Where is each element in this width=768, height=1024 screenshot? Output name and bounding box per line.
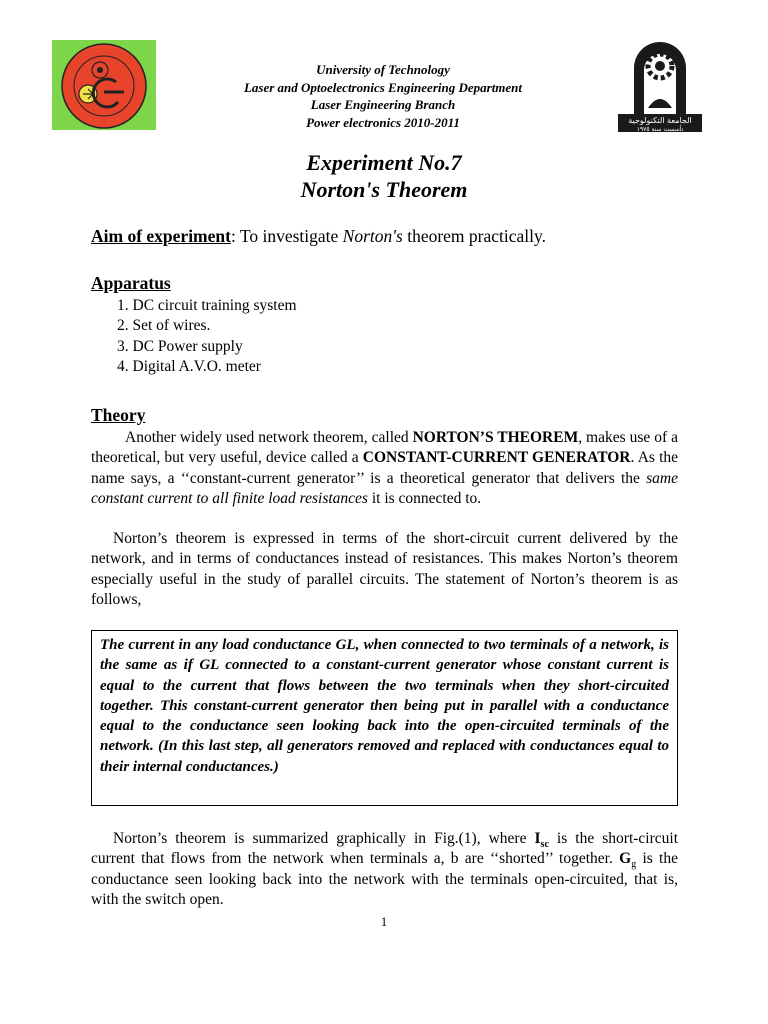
symbol-main: I <box>534 830 541 847</box>
department-logo-icon <box>52 40 156 130</box>
theory-paragraph-1 <box>91 428 678 509</box>
symbol-isc <box>534 830 549 851</box>
text-run: it is connected to. <box>367 489 482 507</box>
university-logo-lettering: الجامعة التكنولوجية <box>628 116 692 125</box>
symbol-subscript: g <box>631 859 637 871</box>
aim-line <box>91 226 546 247</box>
italic-phrase: same constant current to all finite load resistances <box>91 469 678 507</box>
list-item: 4. Digital A.V.O. meter <box>117 357 261 375</box>
document-header <box>160 61 606 131</box>
bold-term-constant-current-generator: CONSTANT-CURRENT GENERATOR <box>362 449 631 467</box>
text-run: is the short-circuit current that flows from the network when terminals a, b are ‘‘shorted’’ together. <box>91 830 679 868</box>
theory-paragraph-2: Norton’s theorem is expressed in terms of the short-circuit current delivered by the network, and in terms of conductances instead of resistances. This makes Norton’s theorem especially useful in the study of parallel circuits. The statement of Norton’s theorem is as follows, <box>91 530 678 608</box>
list-item: 3. DC Power supply <box>117 337 243 355</box>
text-run: . As the name says, a ‘‘constant-current generator’’ is a theoretical generator that delivers the <box>91 449 679 487</box>
symbol-subscript: sc <box>540 839 549 851</box>
university-name: University of Technology <box>316 62 450 77</box>
apparatus-heading: Apparatus <box>91 273 171 293</box>
symbol-main: G <box>619 850 632 868</box>
text-run: Another widely used network theorem, called <box>125 429 413 446</box>
university-logo-year: تأسست سنة ١٩٧٥ <box>636 126 684 133</box>
bold-term-nortons-theorem: NORTON’S THEOREM <box>412 429 579 446</box>
theorem-statement-box <box>91 630 678 806</box>
department-logo <box>52 40 156 130</box>
experiment-number: Experiment No.7 <box>306 150 462 175</box>
theory-paragraph-3 <box>91 829 678 910</box>
text-run: is the conductance seen looking back into the network with the terminals open-circuited, that is, with the switch open. <box>91 850 678 908</box>
course-name: Power electronics 2010-2011 <box>306 114 460 130</box>
aim-italic: Norton's <box>342 226 403 246</box>
theorem-statement: The current in any load conductance GL, when connected to two terminals of a network, is the same as if GL connected to a constant-current generator whose constant current is equal to the current that flows between the two terminals when they short-circuited together. This constant-current generator then being put in parallel with a conductance equal to the conductance seen looking back into the open-circuited terminals of the network. (In this last step, all generators removed and replaced with conductances equal to their internal conductances.) <box>100 637 669 775</box>
page-number: 1 <box>380 914 388 929</box>
department-name: Laser and Optoelectronics Engineering Department <box>243 79 523 95</box>
apparatus-list <box>117 296 297 377</box>
list-item: 2. Set of wires. <box>117 317 211 335</box>
aim-text-after: theorem practically. <box>402 226 546 246</box>
experiment-name: Norton's Theorem <box>300 177 468 202</box>
university-logo-icon <box>612 38 708 134</box>
list-item: 1. DC circuit training system <box>117 297 297 314</box>
experiment-title <box>0 149 768 203</box>
text-run: Norton’s theorem is summarized graphically in Fig.(1), where <box>113 830 535 847</box>
aim-text-before: : To investigate <box>230 226 343 246</box>
theory-heading: Theory <box>91 405 146 425</box>
branch-name: Laser Engineering Branch <box>310 97 456 112</box>
text-run: , makes use of a theoretical, but very useful, device called a <box>91 429 678 467</box>
university-logo <box>612 38 708 134</box>
symbol-gg <box>619 850 637 871</box>
aim-label: Aim of experiment <box>91 226 231 246</box>
